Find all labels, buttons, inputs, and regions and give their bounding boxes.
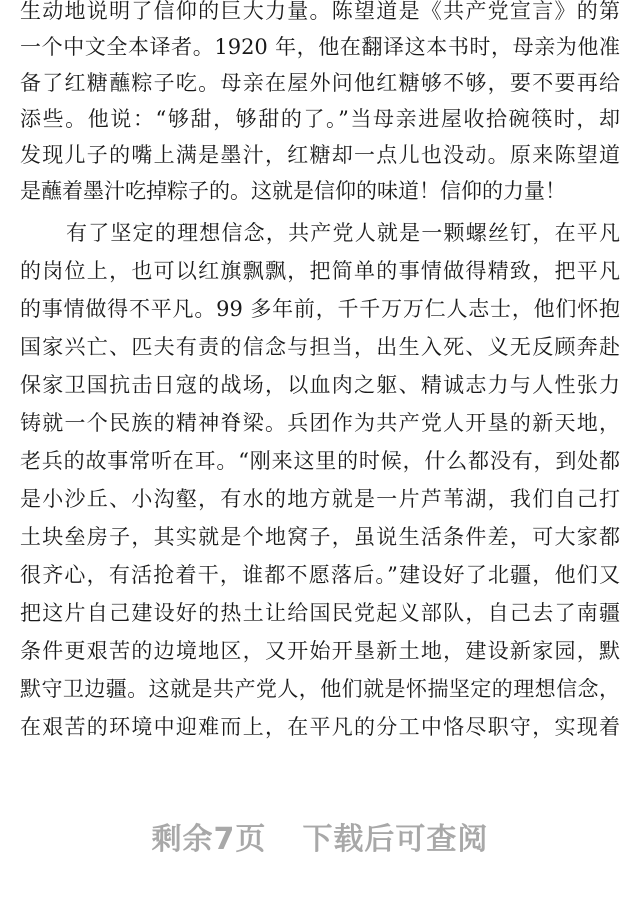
text-line: 的事情做得不平凡。99 多年前，千千万万仁人志士，他们怀抱: [20, 297, 620, 321]
text-line: 是小沙丘、小沟壑，有水的地方就是一片芦苇湖，我们自己打: [20, 487, 620, 511]
text-line: 把这片自己建设好的热土让给国民党起义部队，自己去了南疆: [20, 601, 620, 625]
text-line: 很齐心，有活抢着干，谁都不愿落后。”建设好了北疆，他们又: [20, 563, 620, 587]
text-line: 保家卫国抗击日寇的战场，以血肉之躯、精诚志力与人性张力: [20, 373, 620, 397]
paragraph-start-line: 有了坚定的理想信念，共产党人就是一颗螺丝钉，在平凡: [66, 221, 620, 245]
text-line: 土块垒房子，其实就是个地窝子，虽说生活条件差，可大家都: [20, 525, 620, 549]
text-line: 一个中文全本译者。1920 年，他在翻译这本书时，母亲为他准: [20, 35, 620, 59]
text-line: 是蘸着墨汁吃掉粽子的。这就是信仰的味道！信仰的力量！: [20, 179, 566, 203]
text-line: 发现儿子的嘴上满是墨汁，红糖却一点儿也没动。原来陈望道: [20, 143, 620, 167]
text-line: 铸就一个民族的精神脊梁。兵团作为共产党人开垦的新天地，: [20, 411, 620, 435]
text-line: 老兵的故事常听在耳。“刚来这里的时候，什么都没有，到处都: [20, 449, 620, 473]
text-line: 生动地说明了信仰的巨大力量。陈望道是《共产党宣言》的第: [20, 0, 620, 23]
text-line: 默守卫边疆。这就是共产党人，他们就是怀揣坚定的理想信念，: [20, 677, 620, 701]
remaining-pages-label[interactable]: 剩余7页: [151, 822, 267, 857]
download-prompt-banner[interactable]: [0, 816, 640, 864]
text-line: 的岗位上，也可以红旗飘飘，把简单的事情做得精致，把平凡: [20, 259, 620, 283]
text-line: 在艰苦的环境中迎难而上，在平凡的分工中恪尽职守，实现着: [20, 715, 620, 739]
text-line: 国家兴亡、匹夫有责的信念与担当，出生入死、义无反顾奔赴: [20, 335, 620, 359]
text-line: 备了红糖蘸粽子吃。母亲在屋外问他红糖够不够，要不要再给: [20, 71, 620, 95]
text-line: 添些。他说：“够甜，够甜的了。”当母亲进屋收拾碗筷时，却: [20, 107, 620, 131]
download-to-read-label[interactable]: 下载后可查阅: [302, 822, 489, 857]
text-line: 条件更艰苦的边境地区，又开始开垦新土地，建设新家园，默: [20, 639, 620, 663]
